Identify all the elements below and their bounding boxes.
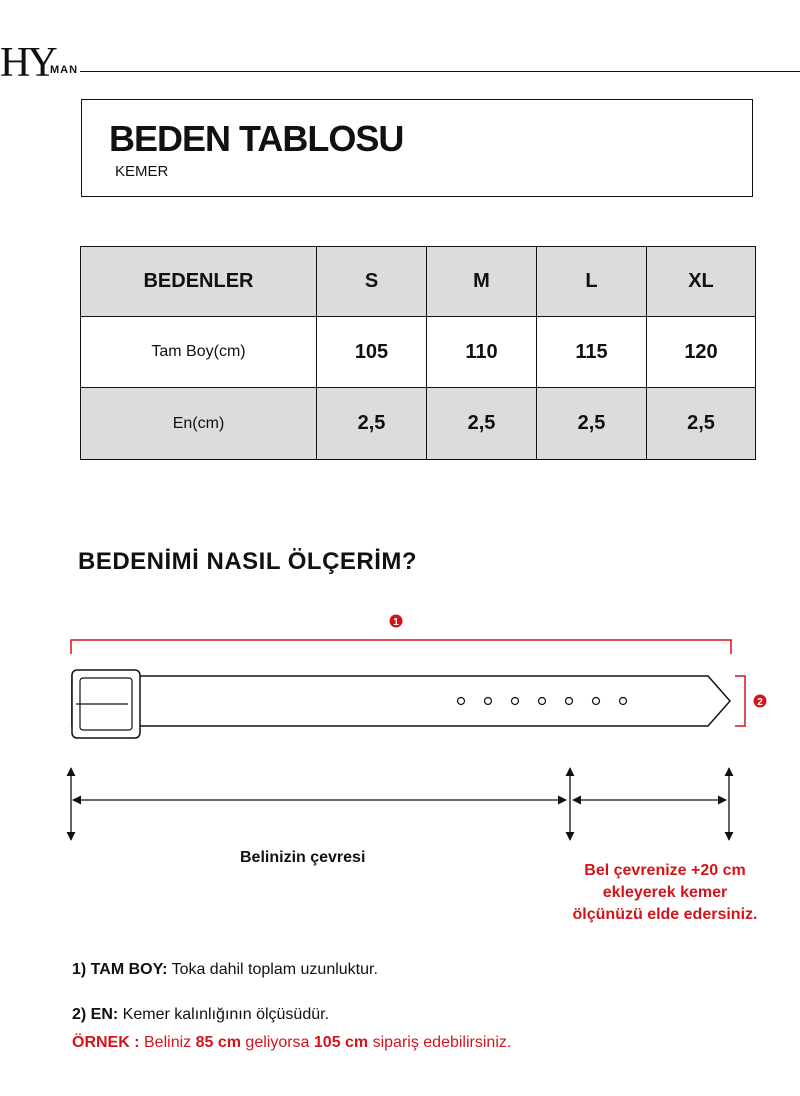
- marker-1-label: 1: [393, 617, 399, 628]
- note-1-key: 1) TAM BOY:: [72, 961, 168, 978]
- page-subtitle: KEMER: [115, 163, 169, 180]
- cell-length-xl: 120: [647, 317, 756, 388]
- belt-diagram: [0, 600, 800, 850]
- row-label-width: En(cm): [81, 388, 317, 460]
- header-cell-s: S: [317, 247, 427, 317]
- note-line-3: ölçünüzü elde edersiniz.: [572, 906, 758, 923]
- measure-heading: BEDENİMİ NASIL ÖLÇERİM?: [78, 548, 418, 575]
- cell-width-m: 2,5: [427, 388, 537, 460]
- logo-mark: HY: [0, 40, 55, 86]
- size-table: [80, 246, 756, 460]
- extra-length-note: [540, 860, 790, 926]
- cell-width-xl: 2,5: [647, 388, 756, 460]
- waist-label: Belinizin çevresi: [240, 849, 366, 866]
- total-length-dimension: [71, 615, 731, 655]
- cell-length-l: 115: [537, 317, 647, 388]
- example-text-2: geliyorsa: [240, 1034, 314, 1051]
- header-cell-l: L: [537, 247, 647, 317]
- example-waist: 85 cm: [195, 1034, 241, 1051]
- note-2-text: Kemer kalınlığının ölçüsüdür.: [118, 1006, 330, 1023]
- row-label-length: Tam Boy(cm): [81, 317, 317, 388]
- header-cell-sizes: BEDENLER: [81, 247, 317, 317]
- title-box: [81, 99, 753, 197]
- waist-measurement-arrows: [71, 768, 729, 840]
- header-cell-xl: XL: [647, 247, 756, 317]
- logo-subtext: MAN: [50, 64, 79, 76]
- note-2-key: 2) EN:: [72, 1006, 119, 1023]
- note-1-text: Toka dahil toplam uzunluktur.: [167, 961, 378, 978]
- note-total-length: [72, 961, 378, 979]
- table-row-length: [81, 317, 756, 388]
- size-table-header: [81, 247, 756, 317]
- example-order-size: 105 cm: [313, 1034, 369, 1051]
- note-line-2: ekleyerek kemer: [602, 884, 728, 901]
- marker-2-label: 2: [757, 697, 763, 708]
- cell-length-s: 105: [317, 317, 427, 388]
- table-row-width: [81, 388, 756, 460]
- belt-strap: [72, 676, 730, 726]
- cell-width-s: 2,5: [317, 388, 427, 460]
- example-note: [72, 1034, 511, 1052]
- width-dimension: [735, 676, 767, 726]
- belt-illustration: [72, 670, 730, 738]
- page-title: BEDEN TABLOSU: [109, 118, 404, 159]
- example-text-1: Beliniz: [139, 1034, 196, 1051]
- example-text-3: sipariş edebilirsiniz.: [368, 1034, 512, 1051]
- header-cell-m: M: [427, 247, 537, 317]
- cell-width-l: 2,5: [537, 388, 647, 460]
- example-key: ÖRNEK :: [72, 1034, 140, 1051]
- note-line-1: Bel çevrenize +20 cm: [584, 862, 746, 879]
- header-divider: [80, 71, 800, 72]
- cell-length-m: 110: [427, 317, 537, 388]
- note-width: [72, 1006, 329, 1024]
